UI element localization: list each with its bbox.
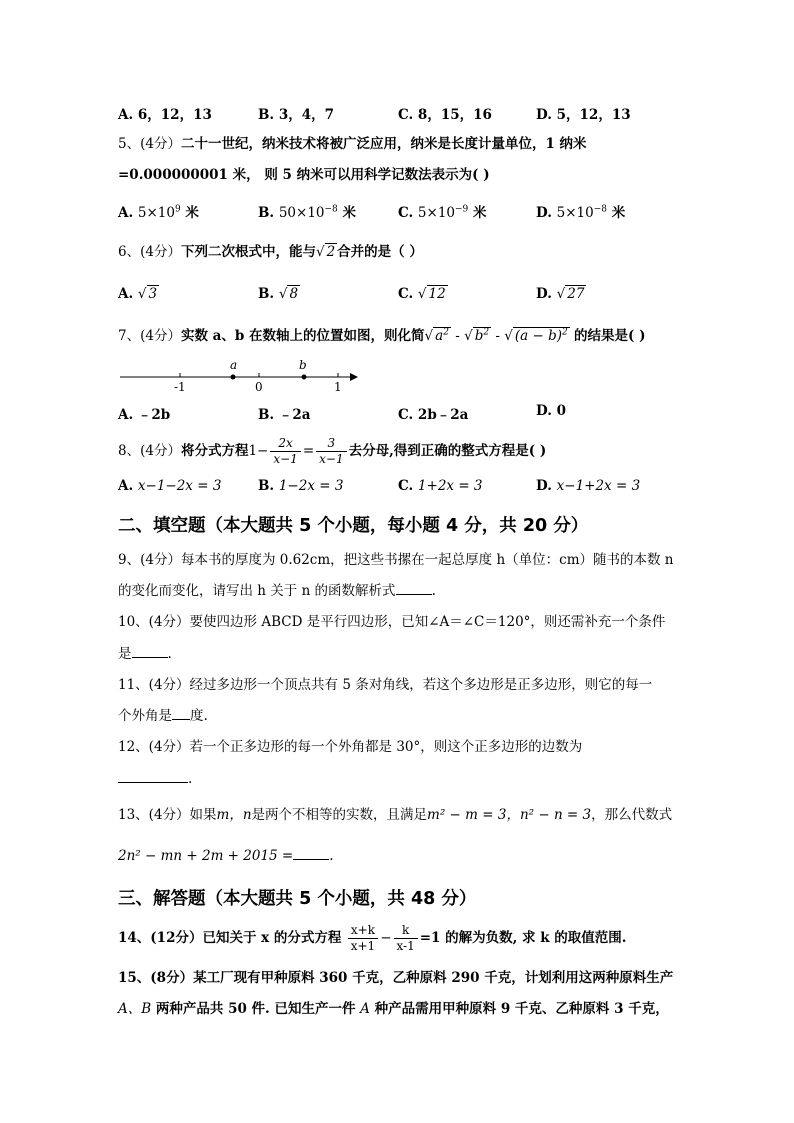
- q6-option-c: C. √ 12: [398, 286, 446, 302]
- q14-frac1: $\frac{x+k}{x+1}$: [348, 923, 378, 954]
- q13-blank[interactable]: [293, 859, 329, 860]
- q8-option-a: A. x−1−2x = 3: [118, 478, 222, 494]
- q4-option-a: A. 6，12，13: [118, 107, 212, 123]
- q6-option-a: A. √ 3: [118, 286, 158, 302]
- q5-options: [118, 201, 678, 223]
- number-line-arrow: [350, 373, 358, 381]
- point-a: [231, 375, 236, 380]
- q6-option-d: D. √ 27: [536, 286, 585, 302]
- q13-line2: 2n² − mn + 2m + 2015 = .: [118, 848, 334, 864]
- q5-option-c: C. $5\times 10^{-9}$ 米: [398, 204, 487, 221]
- q9-line2: 的变化而变化，请写出 h 关于 n 的函数解析式 .: [118, 583, 436, 599]
- q8-option-c: C. 1+2x = 3: [398, 478, 483, 494]
- q9-line1: 9、(4分）每本书的厚度为 0.62cm，把这些书摞在一起总厚度 h（单位：cm）随书的本数 n: [118, 552, 674, 568]
- q4-option-c: C. 8，15，16: [398, 107, 492, 123]
- q4-option-b: B. 3，4，7: [258, 107, 335, 123]
- q8-options: [118, 478, 678, 500]
- q5-option-d: D. $5\times 10^{-8}$ 米: [536, 204, 626, 221]
- q11-blank[interactable]: [172, 719, 190, 720]
- q4-option-d: D. 5，12，13: [536, 107, 631, 123]
- q8-frac2: $\frac{3}{x-1}$: [316, 436, 346, 467]
- q14-line: 14、(12分）已知关于 x 的分式方程 $\frac{x+k}{x+1}$ − $\frac{k}{x-1}$ =1 的解为负数, 求 k 的取值范围.: [118, 923, 627, 953]
- label-0: 0: [255, 380, 263, 394]
- q8-option-b: B. 1−2x = 3: [258, 478, 344, 494]
- q6-line: 6、(4分）下列二次根式中，能与√ 2 合并的是（ ）: [118, 244, 423, 260]
- label-b: b: [299, 358, 307, 372]
- q8-option-d: D. x−1+2x = 3: [536, 478, 641, 494]
- label-neg1: -1: [174, 380, 186, 394]
- q7-option-d: D. 0: [536, 403, 567, 419]
- q9-blank[interactable]: [396, 594, 432, 595]
- q10-line2: 是 .: [118, 646, 172, 662]
- q4-options: [118, 103, 678, 125]
- q12-blank[interactable]: [118, 782, 188, 783]
- q11-line2: 个外角是 度.: [118, 708, 208, 724]
- q11-line1: 11、(4分）经过多边形一个顶点共有 5 条对角线，若这个多边形是正多边形，则它的每一: [118, 677, 653, 693]
- q5-option-a: A. $5\times 10^9$ 米: [118, 204, 199, 221]
- section3-title: 三、解答题（本大题共 5 个小题，共 48 分）: [118, 889, 477, 909]
- q5-line2: =0.000000001 米， 则 5 纳米可以用科学记数法表示为( ): [118, 167, 490, 183]
- q7-line: 7、(4分）实数 a、b 在数轴上的位置如图，则化简√ $a^2$ - √ $b^2$ - √ $(a - b)^2$ 的结果是( ): [118, 327, 646, 344]
- q10-line1: 10、(4分）要使四边形 ABCD 是平行四边形，已知∠A＝∠C＝120°，则还需补充一个条件: [118, 614, 666, 630]
- label-1: 1: [334, 380, 342, 394]
- q7-option-a: A. ﹣2b: [118, 407, 171, 423]
- q7-option-c: C. 2b﹣2a: [398, 407, 469, 423]
- q12-line2: .: [118, 769, 192, 789]
- label-a: a: [230, 358, 238, 372]
- point-b: [302, 375, 307, 380]
- sqrt-b2: √ $b^2$: [464, 327, 490, 344]
- q5-option-b: B. $50\times 10^{-8}$ 米: [258, 204, 356, 221]
- sqrt-ab2: √ $(a - b)^2$: [504, 327, 568, 344]
- q6-options: [118, 286, 678, 308]
- sqrt-a2: √ $a^2$: [424, 327, 449, 344]
- q15-line1: 15、(8分）某工厂现有甲种原料 360 千克，乙种原料 290 千克，计划利用这两种原料生产: [118, 970, 674, 986]
- number-line: [118, 357, 363, 397]
- section2-title: 二、填空题（本大题共 5 个小题，每小题 4 分，共 20 分）: [118, 516, 589, 536]
- q12-line1: 12、(4分）若一个正多边形的每一个外角都是 30°，则这个正多边形的边数为: [118, 739, 583, 755]
- q7-option-b: B. ﹣2a: [258, 407, 311, 423]
- q8-line: 8、(4分）将分式方程1− $\frac{2x}{x-1}$ = $\frac{3}{x-1}$ 去分母,得到正确的整式方程是( ): [118, 436, 547, 466]
- q15-line2: A、B 两种产品共 50 件. 已知生产一件 A 种产品需用甲种原料 9 千克、乙种原料 3 千克，: [118, 1001, 669, 1017]
- q8-frac1: $\frac{2x}{x-1}$: [270, 436, 300, 467]
- q10-blank[interactable]: [132, 657, 168, 658]
- q5-line1: 5、(4分）二十一世纪，纳米技术将被广泛应用，纳米是长度计量单位，1 纳米: [118, 136, 587, 152]
- q7-options: [118, 403, 678, 425]
- q14-frac2: $\frac{k}{x-1}$: [394, 923, 418, 954]
- q13-line1: 13、(4分）如果m，n是两个不相等的实数，且满足m² − m = 3，n² − n = 3，那么代数式: [118, 807, 673, 823]
- q6-option-b: B. √ 8: [258, 286, 299, 302]
- sqrt-2: √ 2: [315, 244, 336, 260]
